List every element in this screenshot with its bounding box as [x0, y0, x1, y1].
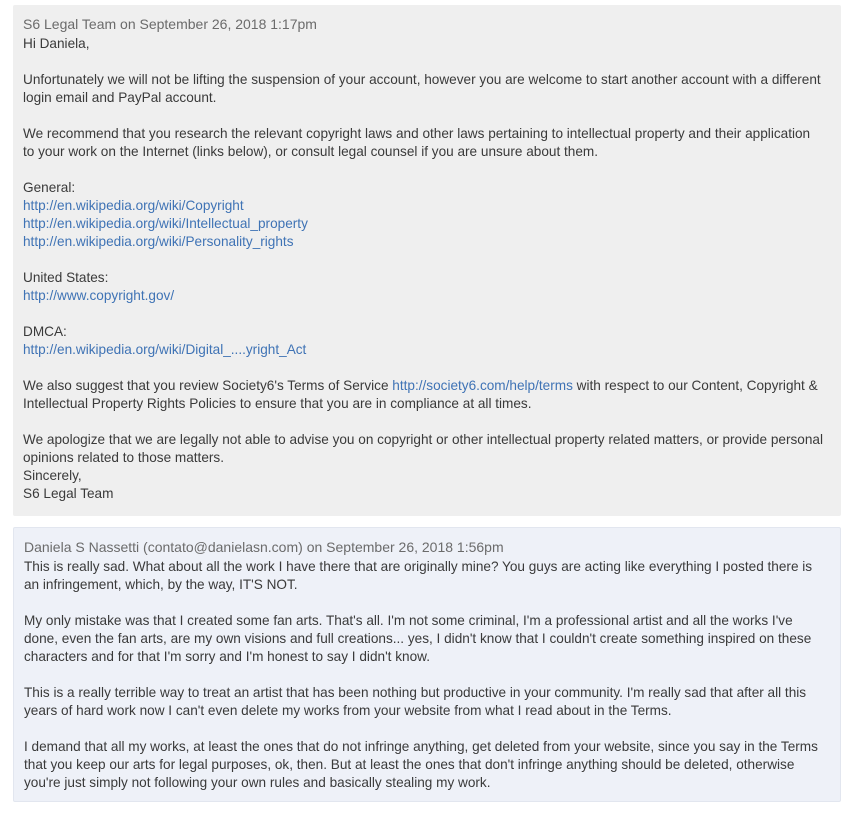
message-body	[24, 558, 824, 792]
link-personality-rights[interactable]: http://en.wikipedia.org/wiki/Personality_rights	[23, 234, 294, 249]
paragraph: My only mistake was that I created some fan arts. That's all. I'm not some criminal, I'm a professional artist and all the works I've done, even the fan arts, are my own visions and full creations... yes, I didn't know that I couldn't create something inspired on these characters and for that I'm sorry and I'm honest to say I didn't know.	[24, 613, 812, 664]
user-message	[13, 527, 841, 802]
message-meta	[23, 15, 825, 33]
us-label: United States:	[23, 270, 109, 285]
paragraph: Unfortunately we will not be lifting the suspension of your account, however you are welcome to start another account with a different login email and PayPal account.	[23, 72, 821, 105]
tos-text-after: with respect to our Content, Copyright & Intellectual Property Rights Policies to ensure that you are in compliance at all times.	[23, 378, 818, 411]
paragraph: I demand that all my works, at least the ones that do not infringe anything, get deleted from your website, since you say in the Terms that you keep our arts for legal purposes, ok, then. But at least the ones that don't infringe anything should be deleted, otherwise you're just simply not following your own rules and basically stealing my work.	[24, 739, 818, 790]
paragraph: This is really sad. What about all the work I have there that are originally mine? You guys are acting like everything I posted there is an infringement, which, by the way, IT'S NOT.	[24, 559, 813, 592]
signature: S6 Legal Team	[23, 486, 114, 501]
message-meta	[24, 538, 824, 556]
message-timestamp: September 26, 2018 1:17pm	[139, 16, 317, 32]
link-copyright[interactable]: http://en.wikipedia.org/wiki/Copyright	[23, 198, 244, 213]
message-author: S6 Legal Team	[23, 16, 117, 32]
general-label: General:	[23, 180, 76, 195]
greeting: Hi Daniela,	[23, 36, 90, 51]
link-terms[interactable]: http://society6.com/help/terms	[392, 378, 573, 393]
message-timestamp: September 26, 2018 1:56pm	[326, 539, 504, 555]
dmca-label: DMCA:	[23, 324, 67, 339]
tos-text-before: We also suggest that you review Society6's Terms of Service	[23, 378, 393, 393]
link-intellectual-property[interactable]: http://en.wikipedia.org/wiki/Intellectual_property	[23, 216, 308, 231]
message-body	[23, 35, 825, 503]
paragraph: We recommend that you research the relevant copyright laws and other laws pertaining to intellectual property and their application to your work on the Internet (links below), or consult legal counsel if you are unsure about them.	[23, 126, 811, 159]
tos-paragraph	[23, 377, 825, 413]
paragraph: This is a really terrible way to treat an artist that has been nothing but productive in your community. I'm really sad that after all this years of hard work now I can't even delete my works from your website from what I read about in the Terms.	[24, 685, 807, 718]
link-copyright-gov[interactable]: http://www.copyright.gov/	[23, 288, 175, 303]
meta-on: on	[306, 539, 323, 555]
link-dmca[interactable]: http://en.wikipedia.org/wiki/Digital_....yright_Act	[23, 342, 307, 357]
meta-on: on	[120, 16, 136, 32]
apology-paragraph: We apologize that we are legally not able to advise you on copyright or other intellectual property related matters, or provide personal opinions related to those matters.	[23, 432, 823, 465]
signoff: Sincerely,	[23, 468, 82, 483]
message-author: Daniela S Nassetti (contato@danielasn.com)	[24, 539, 303, 555]
staff-message	[13, 5, 841, 516]
